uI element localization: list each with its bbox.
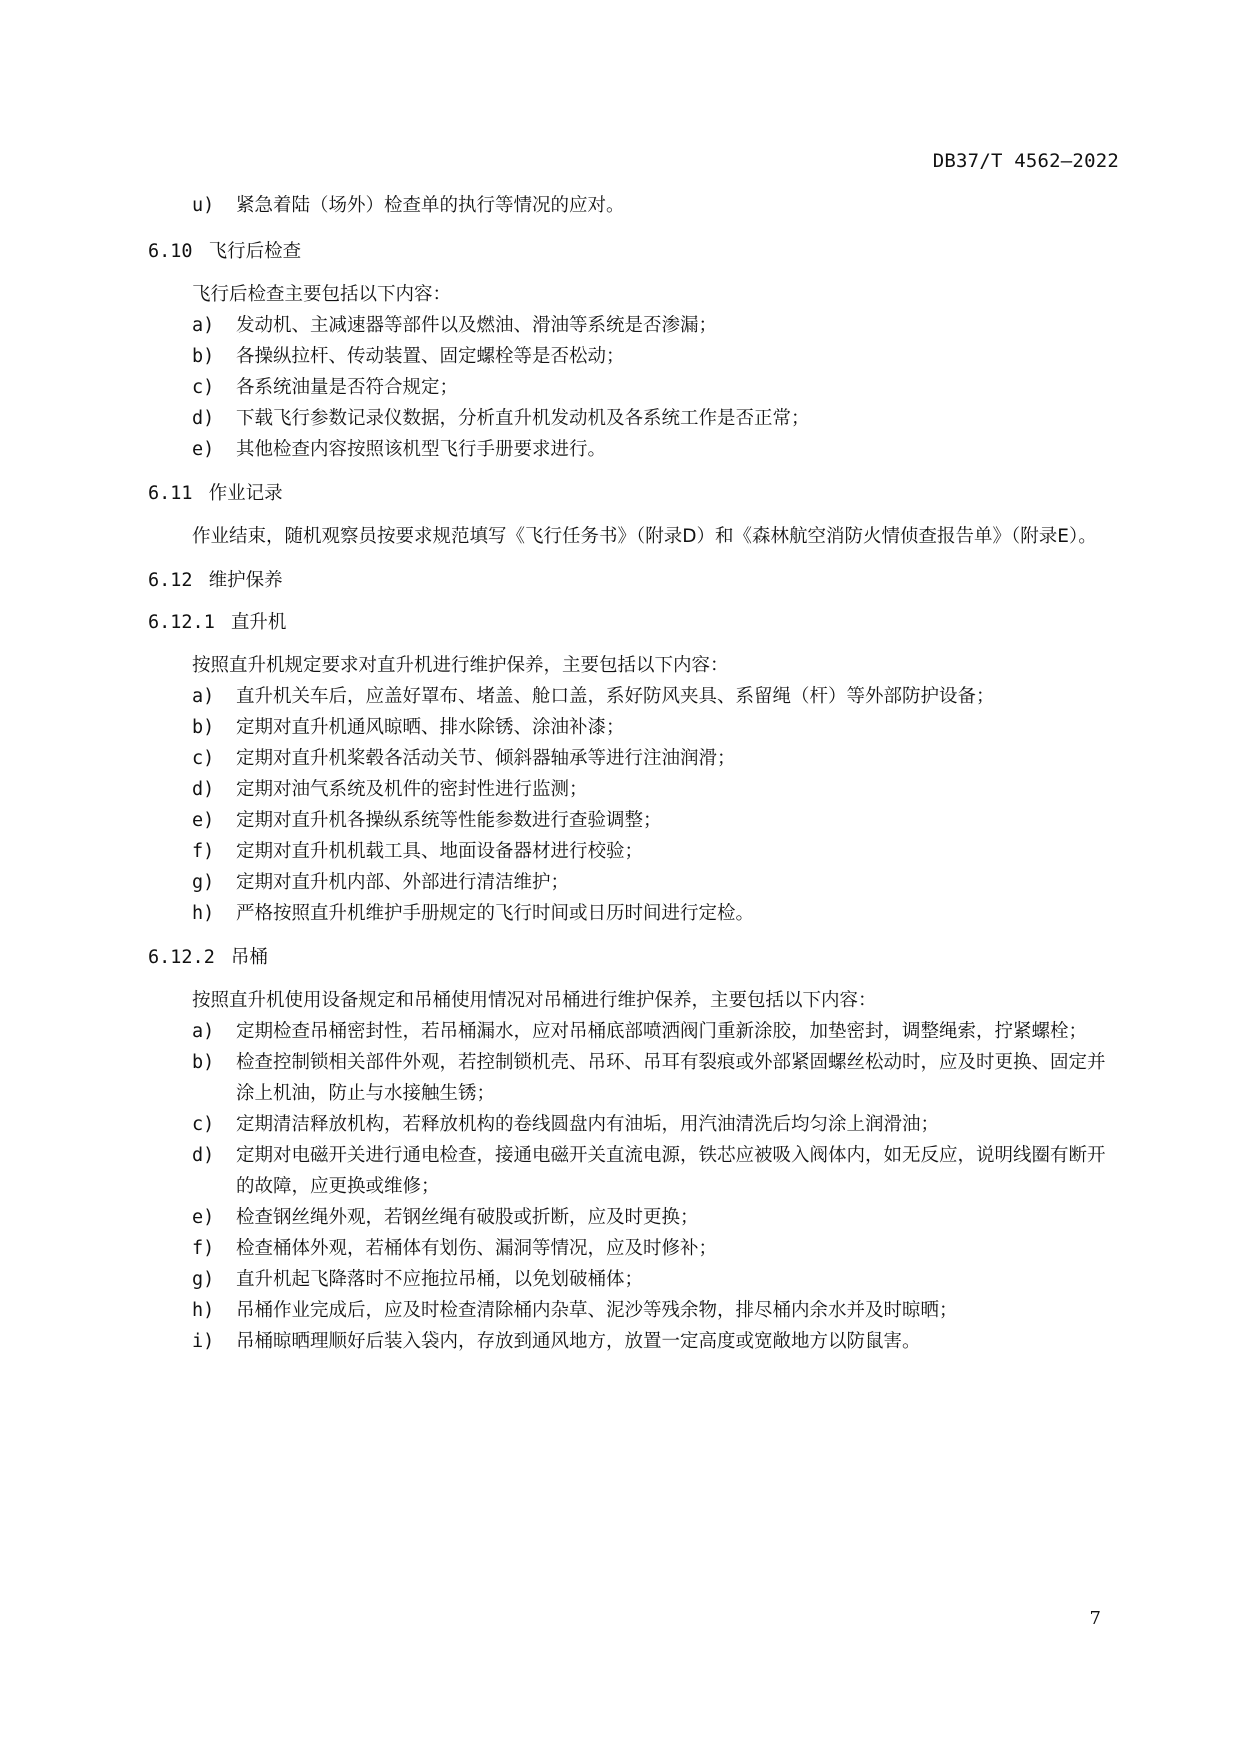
item-text: 检查钢丝绳外观，若钢丝绳有破股或折断，应及时更换； <box>236 1207 699 1228</box>
document-id: DB37/T 4562—2022 <box>932 150 1119 172</box>
section-title: 维护保养 <box>208 570 283 591</box>
item-text: 下载飞行参数记录仪数据，分析直升机发动机及各系统工作是否正常； <box>236 408 810 429</box>
item-label: d) <box>192 779 215 800</box>
list-item <box>148 805 1123 836</box>
item-text: 各系统油量是否符合规定； <box>236 377 459 398</box>
item-text: 定期对油气系统及机件的密封性进行监测； <box>236 779 588 800</box>
list-item <box>148 1047 1123 1109</box>
item-label: c) <box>192 1114 215 1135</box>
item-text: 其他检查内容按照该机型飞行手册要求进行。 <box>236 439 607 460</box>
item-label: e) <box>192 810 215 831</box>
item-label: a) <box>192 315 215 336</box>
item-label: h) <box>192 903 215 924</box>
section-title: 吊桶 <box>230 947 268 968</box>
list-item <box>148 867 1123 898</box>
item-text: 检查控制锁相关部件外观，若控制锁机壳、吊环、吊耳有裂痕或外部紧固螺丝松动时，应及时更换、固定并涂上机油，防止与水接触生锈； <box>236 1052 1106 1104</box>
item-text: 各操纵拉杆、传动装置、固定螺栓等是否松动； <box>236 346 625 367</box>
section-title: 直升机 <box>230 612 287 633</box>
section-heading-6-12-1 <box>148 608 1123 638</box>
list-item <box>148 1140 1123 1202</box>
section-number: 6.12 <box>148 570 193 591</box>
item-label: e) <box>192 439 215 460</box>
item-text: 定期对直升机机载工具、地面设备器材进行校验； <box>236 841 644 862</box>
section-heading-6-12 <box>148 566 1123 596</box>
item-label: d) <box>192 408 215 429</box>
item-label: b) <box>192 1052 215 1073</box>
item-label: g) <box>192 872 215 893</box>
item-text: 定期对直升机桨毂各活动关节、倾斜器轴承等进行注油润滑； <box>236 748 736 769</box>
section-title: 作业记录 <box>208 483 283 504</box>
item-label: g) <box>192 1269 215 1290</box>
section-intro: 按照直升机使用设备规定和吊桶使用情况对吊桶进行维护保养，主要包括以下内容： <box>192 990 877 1011</box>
list-item <box>148 372 1123 403</box>
list-item <box>148 774 1123 805</box>
item-label: b) <box>192 346 215 367</box>
item-label: u) <box>192 195 215 216</box>
item-label: b) <box>192 717 215 738</box>
item-text: 定期对直升机内部、外部进行清洁维护； <box>236 872 570 893</box>
item-text: 定期对直升机通风晾晒、排水除锈、涂油补漆； <box>236 717 625 738</box>
list-item <box>148 1109 1123 1140</box>
section-heading-6-10 <box>148 237 1123 267</box>
list-6-12-1 <box>148 681 1123 929</box>
list-item <box>148 898 1123 929</box>
section-heading-6-11 <box>148 479 1123 509</box>
section-heading-6-12-2 <box>148 943 1123 973</box>
item-text: 严格按照直升机维护手册规定的飞行时间或日历时间进行定检。 <box>236 903 755 924</box>
list-item <box>148 341 1123 372</box>
item-text: 吊桶作业完成后，应及时检查清除桶内杂草、泥沙等残余物，排尽桶内余水并及时晾晒； <box>236 1300 958 1321</box>
item-text: 发动机、主减速器等部件以及燃油、滑油等系统是否渗漏； <box>236 315 718 336</box>
list-item <box>148 743 1123 774</box>
section-intro: 飞行后检查主要包括以下内容： <box>192 284 452 305</box>
section-number: 6.12.1 <box>148 612 215 633</box>
list-item <box>148 836 1123 867</box>
item-label: i) <box>192 1331 215 1352</box>
section-number: 6.12.2 <box>148 947 215 968</box>
section-intro: 按照直升机规定要求对直升机进行维护保养，主要包括以下内容： <box>192 655 729 676</box>
section-number: 6.10 <box>148 241 193 262</box>
list-item <box>148 1016 1123 1047</box>
item-label: a) <box>192 686 215 707</box>
section-number: 6.11 <box>148 483 193 504</box>
list-item <box>148 1202 1123 1233</box>
item-label: a) <box>192 1021 215 1042</box>
list-item <box>148 1326 1123 1357</box>
list-item <box>148 190 1123 221</box>
item-text: 定期检查吊桶密封性，若吊桶漏水，应对吊桶底部喷洒阀门重新涂胶，加垫密封，调整绳索，拧紧螺栓； <box>236 1021 1088 1042</box>
list-6-12-2 <box>148 1016 1123 1357</box>
list-item <box>148 712 1123 743</box>
page-content <box>148 190 1123 1357</box>
item-label: c) <box>192 748 215 769</box>
item-text: 定期对电磁开关进行通电检查，接通电磁开关直流电源，铁芯应被吸入阀体内，如无反应，说明线圈有断开的故障，应更换或维修； <box>236 1145 1106 1197</box>
item-label: c) <box>192 377 215 398</box>
list-item <box>148 434 1123 465</box>
list-item <box>148 1295 1123 1326</box>
item-text: 直升机关车后，应盖好罩布、堵盖、舱口盖，系好防风夹具、系留绳（杆）等外部防护设备； <box>236 686 995 707</box>
section-paragraph: 作业结束，随机观察员按要求规范填写《飞行任务书》（附录D）和《森林航空消防火情侦查报告单》（附录E）。 <box>192 526 1097 547</box>
item-label: d) <box>192 1145 215 1166</box>
item-text: 定期清洁释放机构，若释放机构的卷线圆盘内有油垢，用汽油清洗后均匀涂上润滑油； <box>236 1114 940 1135</box>
list-item <box>148 1233 1123 1264</box>
list-item <box>148 403 1123 434</box>
list-item <box>148 310 1123 341</box>
item-text: 检查桶体外观，若桶体有划伤、漏洞等情况，应及时修补； <box>236 1238 718 1259</box>
item-label: e) <box>192 1207 215 1228</box>
item-text: 定期对直升机各操纵系统等性能参数进行查验调整； <box>236 810 662 831</box>
item-text: 紧急着陆（场外）检查单的执行等情况的应对。 <box>236 195 625 216</box>
item-label: f) <box>192 1238 215 1259</box>
item-label: h) <box>192 1300 215 1321</box>
item-text: 直升机起飞降落时不应拖拉吊桶，以免划破桶体； <box>236 1269 644 1290</box>
list-item <box>148 1264 1123 1295</box>
list-6-10 <box>148 310 1123 465</box>
page-number: 7 <box>1089 1608 1101 1629</box>
item-label: f) <box>192 841 215 862</box>
section-title: 飞行后检查 <box>208 241 302 262</box>
item-text: 吊桶晾晒理顺好后装入袋内，存放到通风地方，放置一定高度或宽敞地方以防鼠害。 <box>236 1331 921 1352</box>
list-item <box>148 681 1123 712</box>
